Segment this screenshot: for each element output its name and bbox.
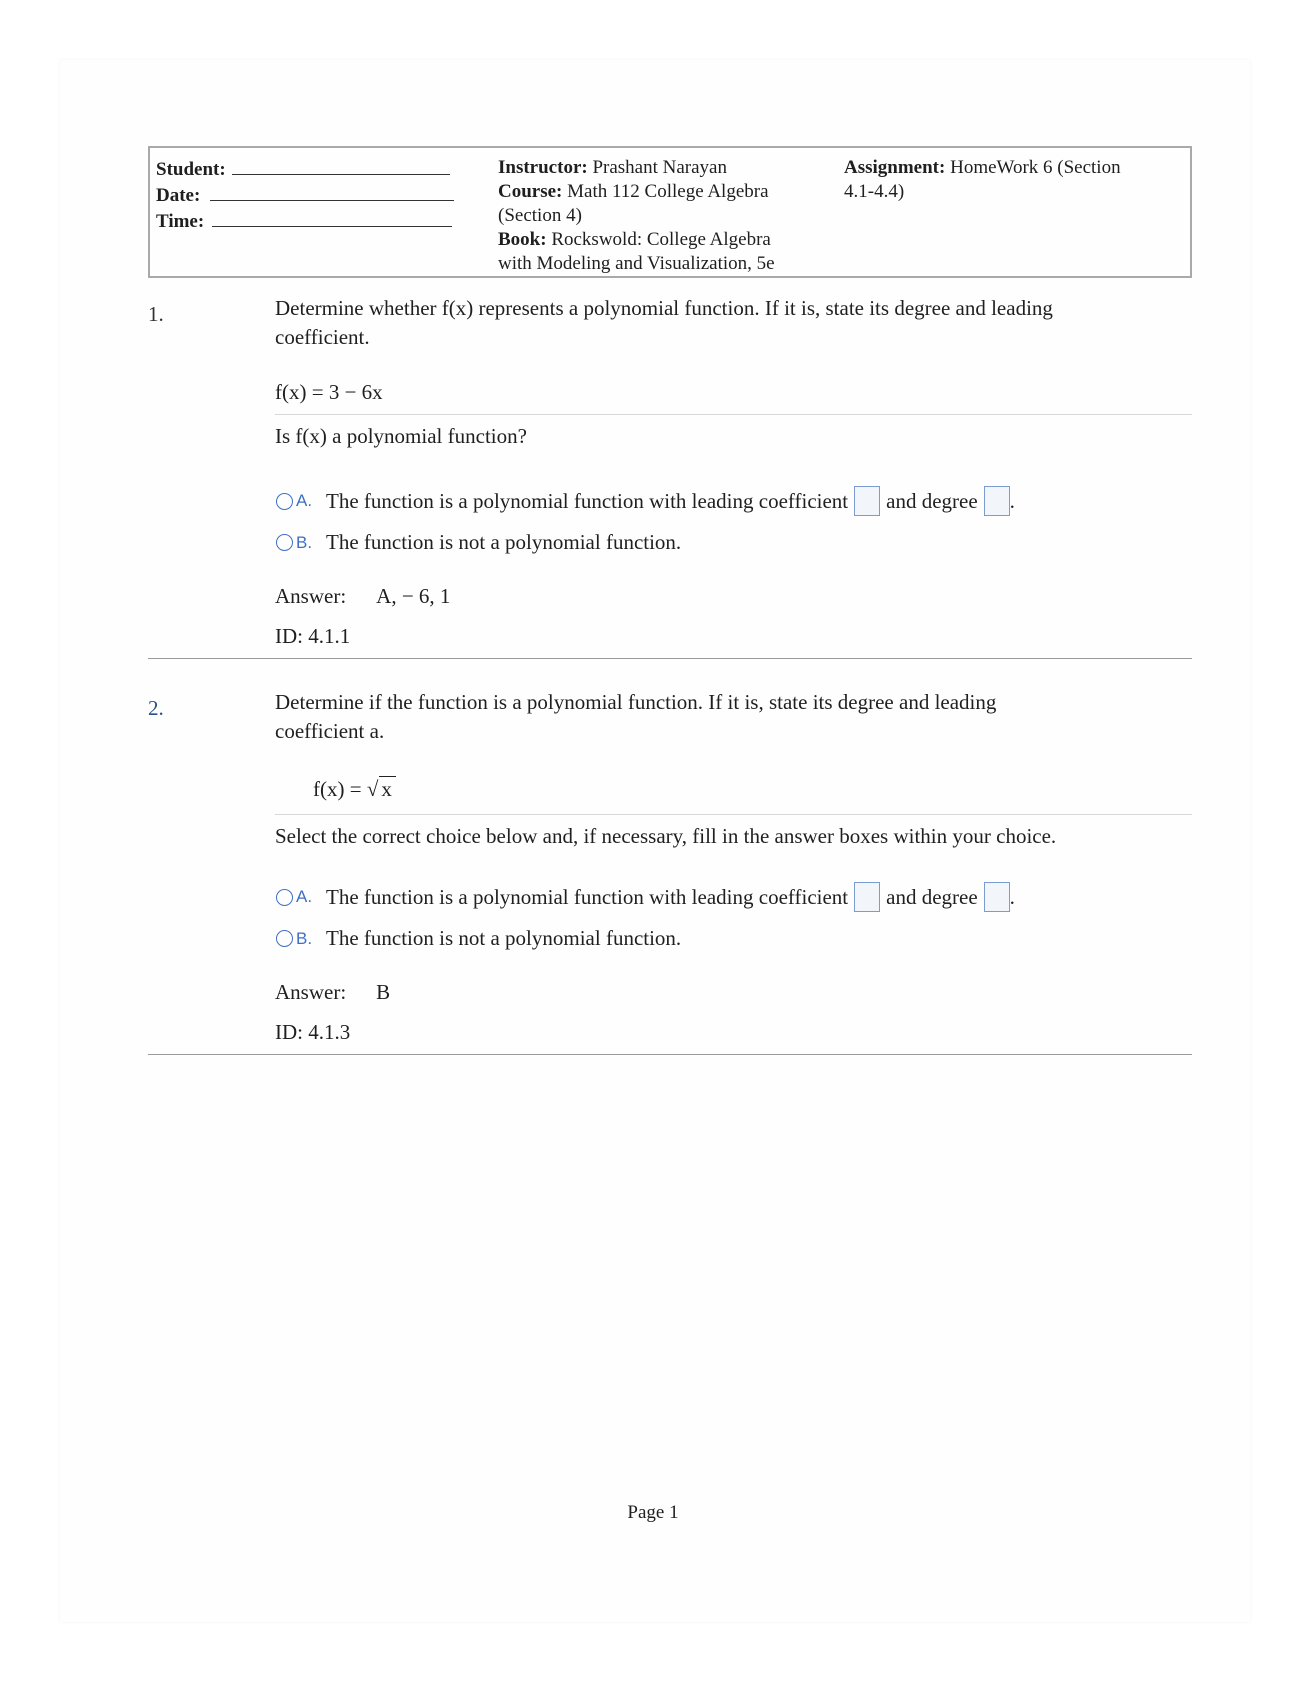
radical-sign: √ bbox=[366, 777, 379, 801]
choice-end: . bbox=[1009, 884, 1015, 909]
formula-prefix: f(x) = bbox=[313, 777, 367, 801]
radio-a[interactable] bbox=[276, 889, 293, 906]
assignment-row bbox=[844, 156, 1184, 180]
leading-coefficient-box[interactable] bbox=[854, 882, 880, 912]
choice-text-mid: and degree bbox=[886, 884, 978, 909]
instructor-row bbox=[498, 156, 828, 180]
course-value: Math 112 College Algebra bbox=[567, 181, 769, 202]
choice-end: . bbox=[1009, 488, 1015, 513]
answer-value: A, − 6, 1 bbox=[376, 584, 451, 608]
radio-b[interactable] bbox=[276, 534, 293, 551]
date-field[interactable] bbox=[210, 182, 454, 201]
prompt-line: coefficient a. bbox=[275, 719, 385, 743]
question-prompt bbox=[275, 294, 1192, 352]
prompt-line: Determine whether f(x) represents a polynomial function. If it is, state its degree and leading bbox=[275, 296, 1053, 320]
sub-prompt: Select the correct choice below and, if necessary, fill in the answer boxes within your choice. bbox=[275, 824, 1057, 848]
student-info bbox=[156, 156, 456, 234]
book-label: Book: bbox=[498, 229, 547, 250]
choice-letter: B. bbox=[296, 532, 313, 552]
answer-row bbox=[275, 584, 450, 609]
student-label: Student: bbox=[156, 159, 226, 180]
answer-value: B bbox=[376, 980, 391, 1004]
assignment-value: HomeWork 6 (Section bbox=[950, 157, 1121, 178]
question-id: ID: 4.1.1 bbox=[275, 624, 351, 648]
degree-box[interactable] bbox=[984, 486, 1010, 516]
question-divider bbox=[148, 658, 1192, 659]
prompt-line: coefficient. bbox=[275, 325, 370, 349]
answer-label: Answer: bbox=[275, 980, 347, 1004]
choice-b[interactable] bbox=[276, 530, 681, 555]
student-field[interactable] bbox=[232, 156, 450, 175]
date-row bbox=[156, 182, 456, 208]
book-value: Rockswold: College Algebra bbox=[551, 229, 771, 250]
course-row bbox=[498, 180, 828, 204]
choice-text: The function is a polynomial function with leading coefficient bbox=[326, 488, 849, 513]
assignment-header bbox=[148, 146, 1192, 278]
answer-row bbox=[275, 980, 390, 1005]
assignment-label: Assignment: bbox=[844, 157, 946, 178]
time-field[interactable] bbox=[212, 208, 452, 227]
radicand: x bbox=[379, 776, 396, 802]
page-number: Page 1 bbox=[627, 1502, 679, 1523]
function-formula: f(x) = 3 − 6x bbox=[275, 380, 383, 404]
question-id: ID: 4.1.3 bbox=[275, 1020, 351, 1044]
choice-letter: A. bbox=[296, 887, 313, 906]
course-label: Course: bbox=[498, 181, 563, 202]
time-label: Time: bbox=[156, 211, 205, 232]
student-row bbox=[156, 156, 456, 182]
choice-text: The function is a polynomial function with leading coefficient bbox=[326, 884, 849, 909]
choice-text: The function is not a polynomial function. bbox=[326, 530, 682, 554]
instructor-label: Instructor: bbox=[498, 157, 588, 178]
choice-letter: B. bbox=[296, 928, 313, 948]
question-number: 2. bbox=[148, 696, 164, 720]
formula-divider bbox=[275, 814, 1192, 815]
assignment-value-cont: 4.1-4.4) bbox=[844, 181, 905, 202]
choice-text: The function is not a polynomial function. bbox=[326, 926, 682, 950]
choice-a[interactable] bbox=[276, 486, 1015, 516]
choice-a[interactable] bbox=[276, 882, 1015, 912]
date-label: Date: bbox=[156, 185, 201, 206]
leading-coefficient-box[interactable] bbox=[854, 486, 880, 516]
question-divider bbox=[148, 1054, 1192, 1055]
degree-box[interactable] bbox=[984, 882, 1010, 912]
choice-b[interactable] bbox=[276, 926, 681, 951]
question-number: 1. bbox=[148, 302, 164, 326]
choice-text-mid: and degree bbox=[886, 488, 978, 513]
assignment-info bbox=[844, 156, 1184, 204]
book-value-cont: with Modeling and Visualization, 5e bbox=[498, 253, 775, 274]
question-1 bbox=[148, 294, 1192, 674]
formula-divider bbox=[275, 414, 1192, 415]
time-row bbox=[156, 208, 456, 234]
answer-label: Answer: bbox=[275, 584, 347, 608]
course-section: (Section 4) bbox=[498, 205, 582, 226]
radio-b[interactable] bbox=[276, 930, 293, 947]
choice-letter: A. bbox=[296, 491, 313, 510]
prompt-line: Determine if the function is a polynomial function. If it is, state its degree and leading bbox=[275, 690, 997, 714]
book-row bbox=[498, 228, 828, 252]
question-2 bbox=[148, 688, 1192, 1068]
instructor-value: Prashant Narayan bbox=[592, 157, 727, 178]
sub-prompt: Is f(x) a polynomial function? bbox=[275, 424, 527, 448]
function-formula bbox=[313, 776, 396, 802]
radio-a[interactable] bbox=[276, 493, 293, 510]
question-prompt bbox=[275, 688, 1192, 746]
course-info bbox=[498, 156, 828, 276]
